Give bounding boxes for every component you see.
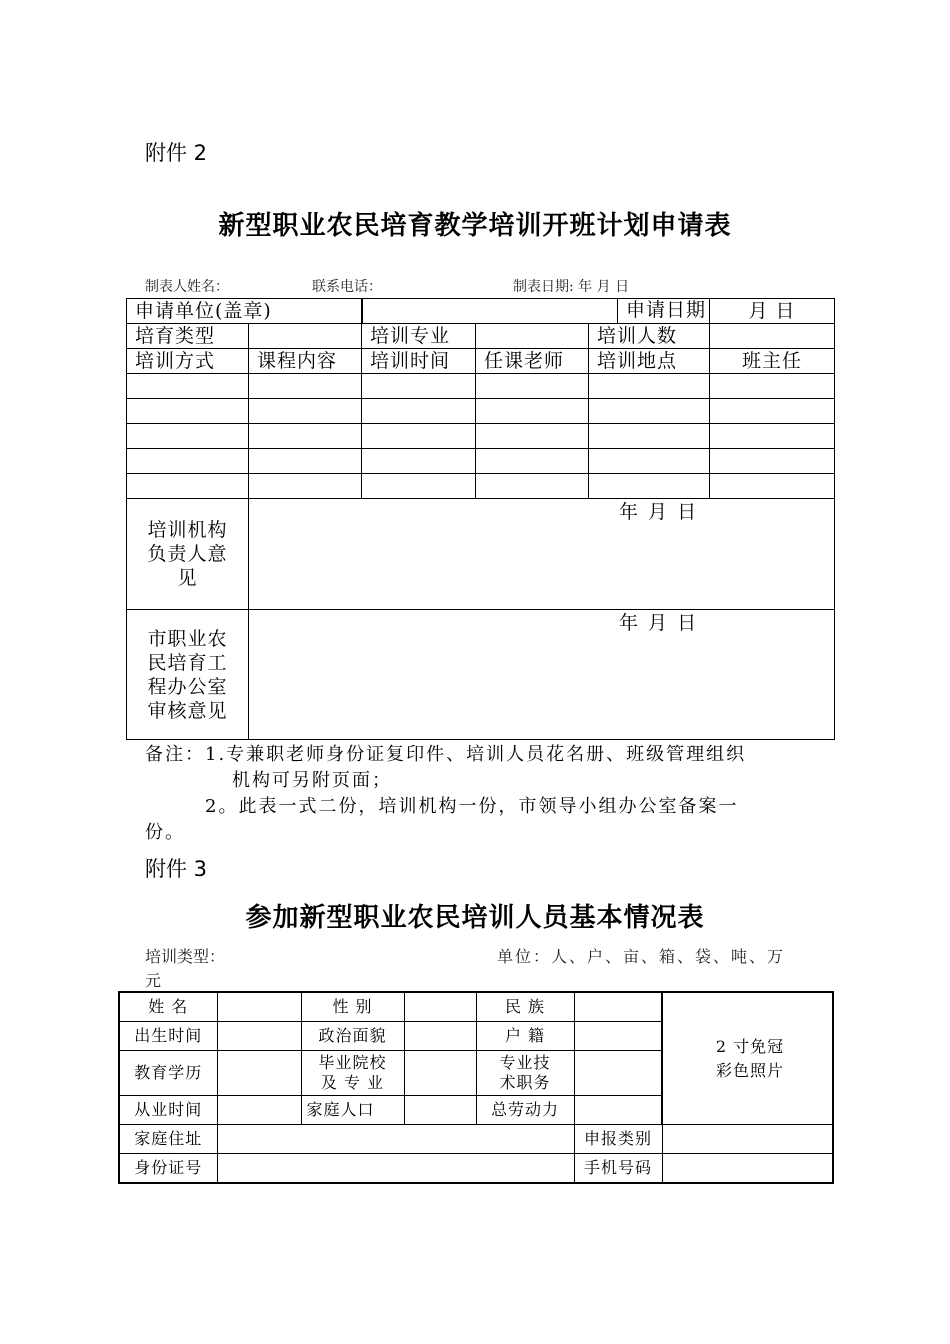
- apply-unit-field[interactable]: [362, 299, 618, 323]
- work-time-field[interactable]: [217, 1096, 301, 1125]
- tech-title-field[interactable]: [574, 1051, 662, 1096]
- count-label: 培训人数: [589, 324, 710, 349]
- make-date-label: 制表日期: 年 月 日: [513, 279, 630, 295]
- household-label: 户 籍: [476, 1022, 574, 1051]
- name-field[interactable]: [217, 992, 301, 1022]
- photo-placeholder: 2 寸免冠彩色照片: [715, 1036, 785, 1080]
- opinion-1-date: 年 月 日: [619, 501, 699, 523]
- col-head-teacher: 班主任: [710, 349, 835, 374]
- household-field[interactable]: [574, 1022, 662, 1051]
- annex-2-title: 新型职业农民培育教学培训开班计划申请表: [218, 211, 732, 241]
- opinion-1-label: 培训机构负责人意见: [147, 519, 228, 589]
- opinion-2-date: 年 月 日: [619, 612, 699, 634]
- declare-type-label: 申报类别: [574, 1125, 662, 1154]
- annex-2-label: 附件 2: [145, 141, 208, 165]
- family-pop-label: 家庭人口: [301, 1096, 404, 1125]
- col-location: 培训地点: [589, 349, 710, 374]
- table-row: [119, 1125, 833, 1154]
- col-time: 培训时间: [362, 349, 476, 374]
- cultivate-type-label: 培育类型: [127, 324, 249, 349]
- note-2-line-2: 份。: [145, 822, 185, 843]
- apply-date-value[interactable]: 月 日: [710, 299, 835, 324]
- declare-type-field[interactable]: [662, 1125, 833, 1154]
- address-field[interactable]: [217, 1125, 574, 1154]
- unit-label-cont: 元: [145, 971, 162, 990]
- col-teacher: 任课老师: [476, 349, 589, 374]
- mobile-field[interactable]: [662, 1154, 833, 1184]
- table-row: [127, 610, 835, 740]
- opinion-2-field[interactable]: [249, 610, 835, 740]
- count-field[interactable]: [710, 324, 835, 349]
- apply-unit-label: 申请单位(盖章): [127, 299, 362, 324]
- note-1-line-2: 机构可另附页面；: [232, 770, 392, 791]
- opinion-2-label: 市职业农民培育工程办公室审核意见: [147, 627, 228, 722]
- id-no-label: 身份证号: [119, 1154, 217, 1184]
- trainee-info-table: [118, 991, 834, 1184]
- address-label: 家庭住址: [119, 1125, 217, 1154]
- gender-label: 性 别: [301, 992, 404, 1022]
- political-label: 政治面貌: [301, 1022, 404, 1051]
- family-pop-field[interactable]: [404, 1096, 476, 1125]
- mobile-label: 手机号码: [574, 1154, 662, 1184]
- table-row: [127, 374, 835, 399]
- major-field[interactable]: [476, 324, 589, 349]
- tech-title-label: 专业技术职务: [499, 1053, 551, 1092]
- table-row: [127, 324, 835, 349]
- work-time-label: 从业时间: [119, 1096, 217, 1125]
- school-label: 毕业院校及 专 业: [318, 1053, 387, 1092]
- col-course: 课程内容: [249, 349, 362, 374]
- education-field[interactable]: [217, 1051, 301, 1096]
- annex-3-title: 参加新型职业农民培训人员基本情况表: [245, 903, 705, 933]
- note-2-line-1: 2。此表一式二份，培训机构一份，市领导小组办公室备案一: [205, 796, 739, 817]
- labor-label: 总劳动力: [476, 1096, 574, 1125]
- school-field[interactable]: [404, 1051, 476, 1096]
- table-row: [127, 424, 835, 449]
- birth-label: 出生时间: [119, 1022, 217, 1051]
- annex-3-label: 附件 3: [145, 857, 208, 881]
- gender-field[interactable]: [404, 992, 476, 1022]
- id-no-field[interactable]: [217, 1154, 574, 1184]
- opinion-1-field[interactable]: [249, 499, 835, 610]
- apply-date-label: 申请日期: [626, 299, 707, 321]
- table-header-row: [127, 349, 835, 374]
- education-label: 教育学历: [119, 1051, 217, 1096]
- note-1-line-1: 备注：1.专兼职老师身份证复印件、培训人员花名册、班级管理组织: [145, 744, 747, 765]
- ethnic-label: 民 族: [476, 992, 574, 1022]
- cultivate-type-field[interactable]: [249, 324, 362, 349]
- table-row: [127, 474, 835, 499]
- table-row: [127, 399, 835, 424]
- birth-field[interactable]: [217, 1022, 301, 1051]
- major-label: 培训专业: [362, 324, 476, 349]
- labor-field[interactable]: [574, 1096, 662, 1125]
- maker-name-label: 制表人姓名：: [145, 279, 229, 295]
- col-method: 培训方式: [127, 349, 249, 374]
- ethnic-field[interactable]: [574, 992, 662, 1022]
- table-row: [119, 992, 833, 1022]
- training-type-label: 培训类型：: [145, 947, 226, 966]
- unit-label: 单位：人、户、亩、箱、袋、吨、万: [497, 947, 786, 966]
- table-row: [119, 1154, 833, 1184]
- political-field[interactable]: [404, 1022, 476, 1051]
- phone-label: 联系电话：: [312, 279, 382, 295]
- table-row: [127, 449, 835, 474]
- name-label: 姓 名: [119, 992, 217, 1022]
- class-plan-table: [126, 298, 835, 740]
- table-row: [127, 499, 835, 610]
- table-row: [127, 299, 835, 324]
